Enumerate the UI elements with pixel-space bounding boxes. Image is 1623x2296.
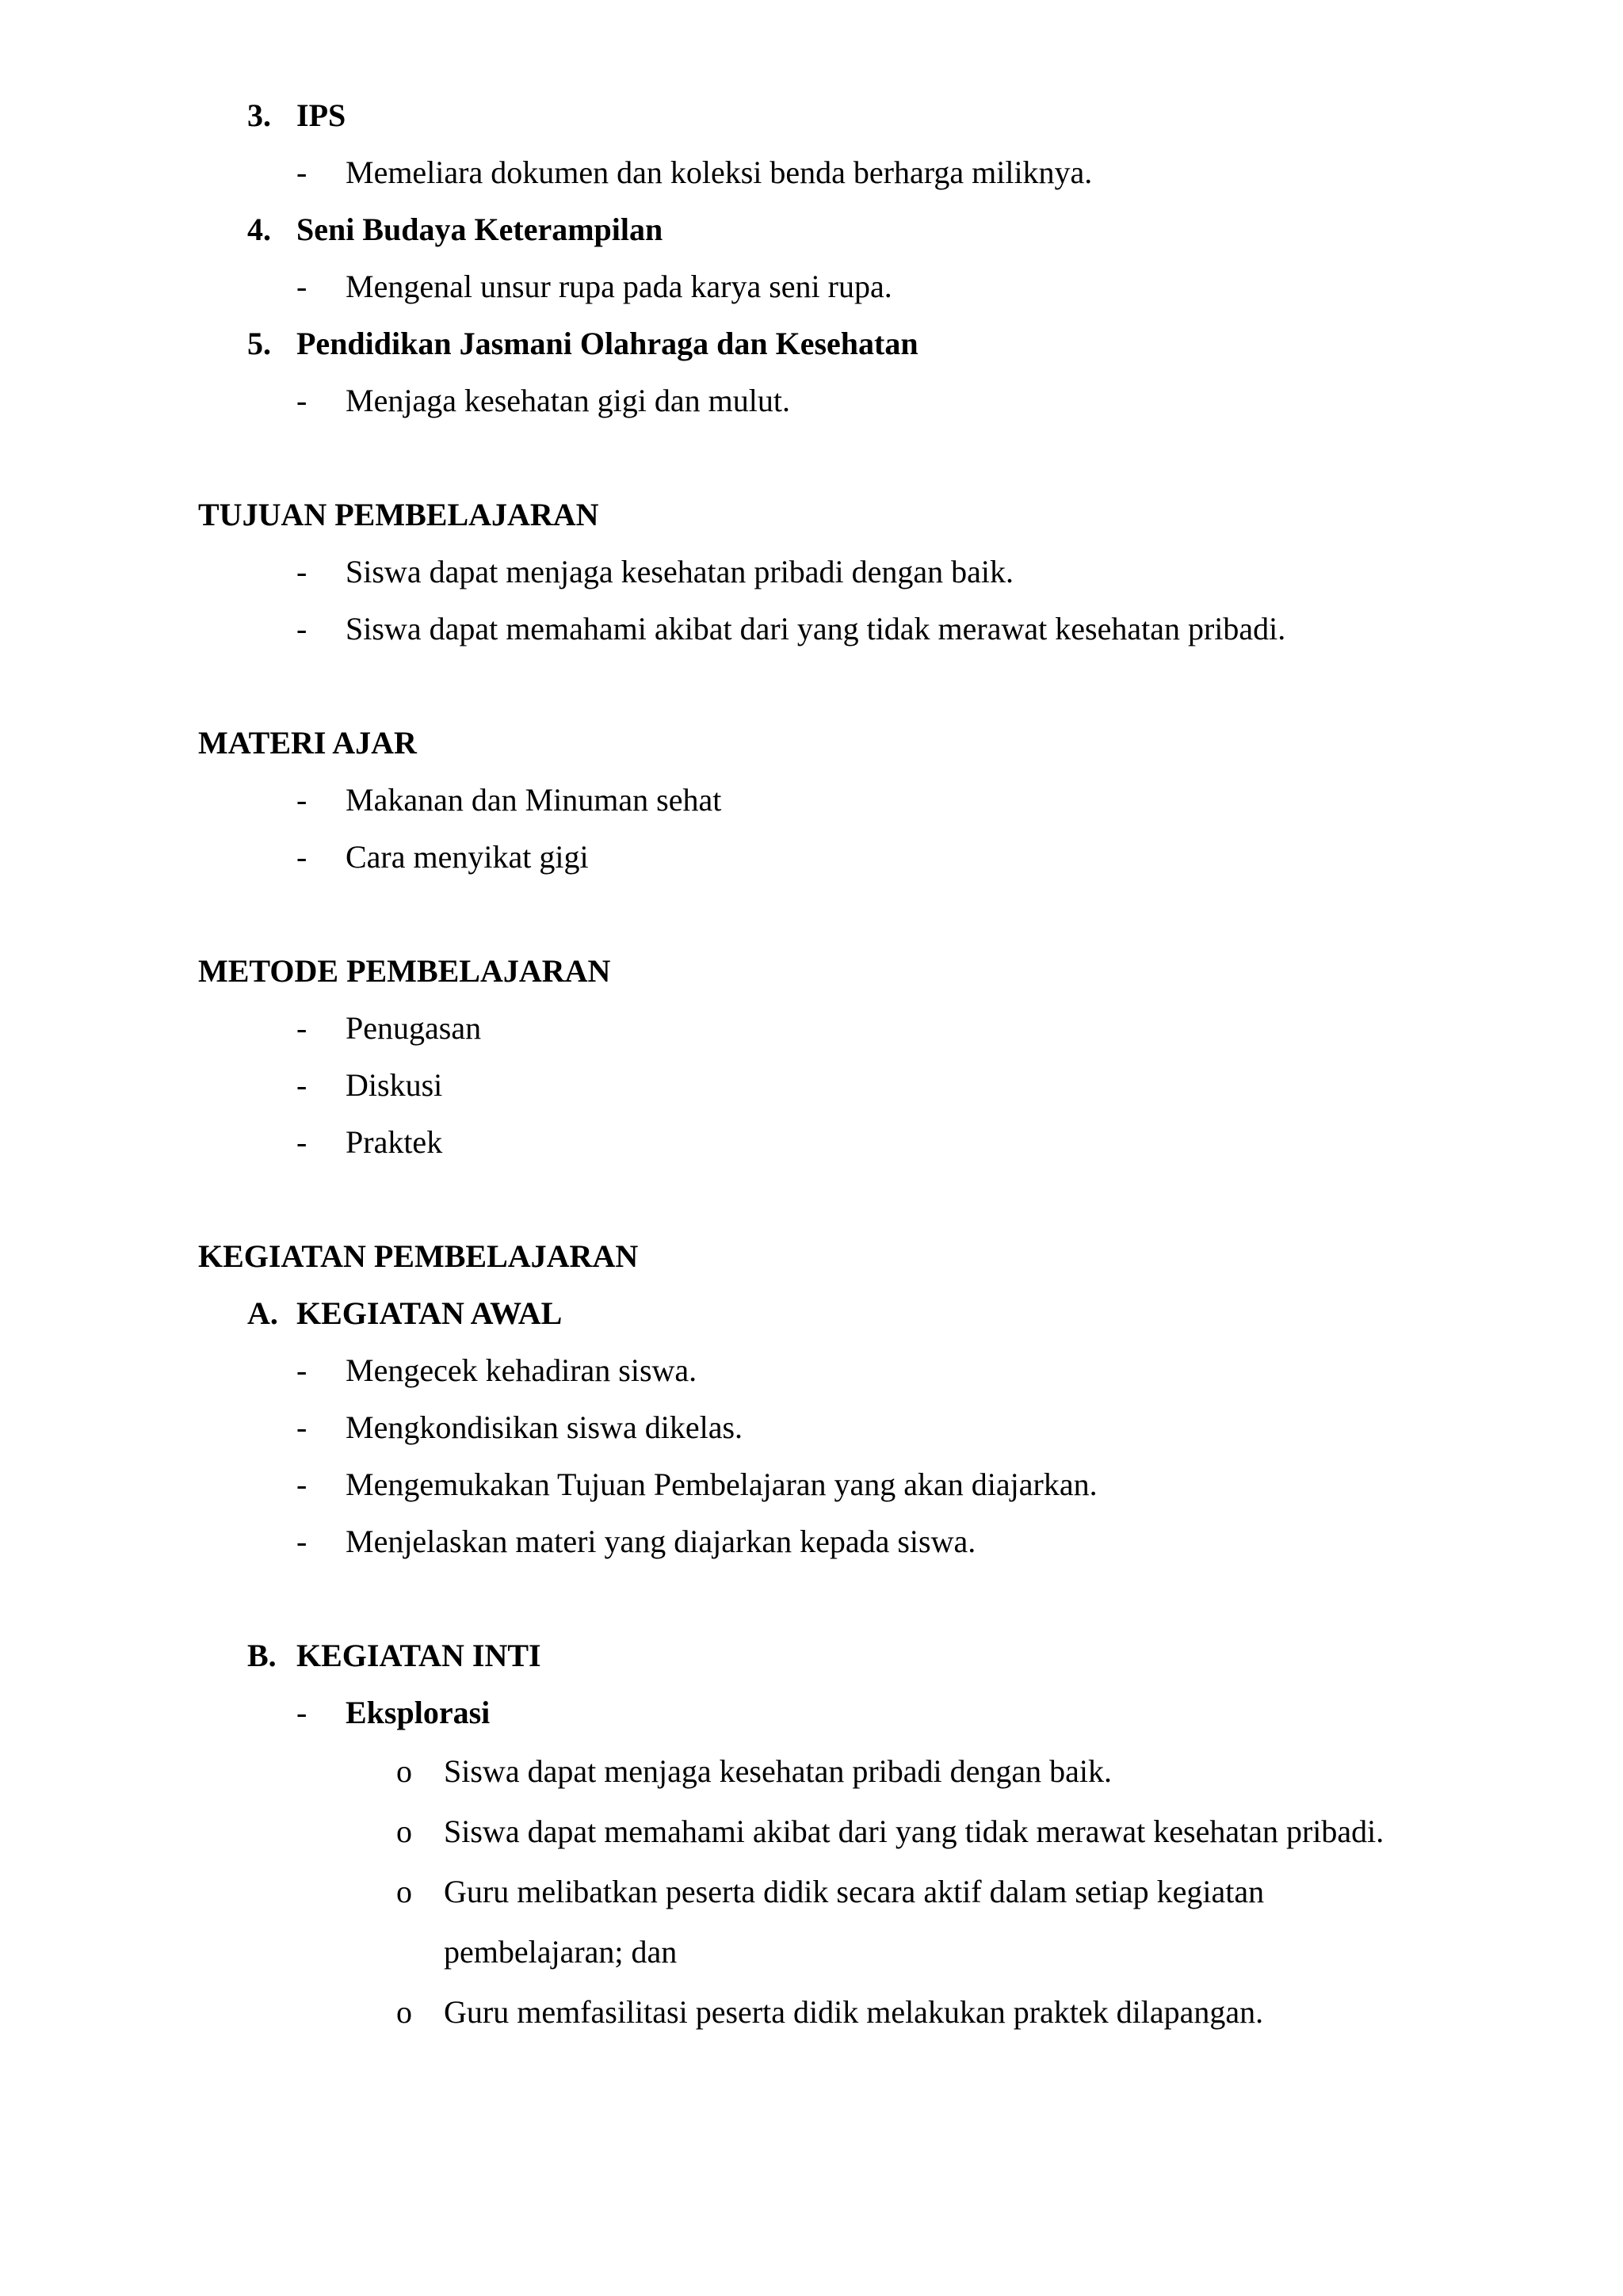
dash-marker: - xyxy=(296,1124,307,1160)
list-item-text: Penugasan xyxy=(346,1010,482,1046)
list-item-text: Makanan dan Minuman sehat xyxy=(346,782,722,818)
list-item-text: Siswa dapat memahami akibat dari yang tidak merawat kesehatan pribadi. xyxy=(444,1814,1384,1849)
section-heading-materi: MATERI AJAR xyxy=(198,725,417,761)
list-item-text: Memeliara dokumen dan koleksi benda berharga miliknya. xyxy=(346,154,1093,190)
section-heading-tujuan: TUJUAN PEMBELAJARAN xyxy=(198,497,599,532)
subject-number: 5. xyxy=(247,326,271,361)
dash-marker: - xyxy=(296,1524,307,1559)
circle-bullet: o xyxy=(396,1994,412,2030)
list-item-text: Siswa dapat menjaga kesehatan pribadi dengan baik. xyxy=(346,554,1014,589)
sub-heading-text: Eksplorasi xyxy=(346,1695,491,1730)
list-item-text: Mengkondisikan siswa dikelas. xyxy=(346,1409,743,1445)
subject-title: Pendidikan Jasmani Olahraga dan Kesehatan xyxy=(296,326,918,361)
dash-marker: - xyxy=(296,1010,307,1046)
dash-marker: - xyxy=(296,611,307,646)
subsection-letter: A. xyxy=(247,1295,278,1331)
subsection-title: KEGIATAN AWAL xyxy=(296,1295,563,1331)
subject-number: 4. xyxy=(247,212,271,247)
circle-bullet: o xyxy=(396,1874,412,1909)
list-item-text: Guru melibatkan peserta didik secara aktif dalam setiap kegiatan xyxy=(444,1874,1265,1909)
list-item-text: Diskusi xyxy=(346,1067,443,1103)
dash-marker: - xyxy=(296,383,307,418)
list-item-text: Mengenal unsur rupa pada karya seni rupa. xyxy=(346,269,892,304)
list-item-text: Cara menyikat gigi xyxy=(346,839,589,875)
dash-marker: - xyxy=(296,1695,307,1730)
circle-bullet: o xyxy=(396,1814,412,1849)
list-item-text: Praktek xyxy=(346,1124,443,1160)
subject-number: 3. xyxy=(247,97,271,133)
list-item-text: Mengemukakan Tujuan Pembelajaran yang akan diajarkan. xyxy=(346,1466,1098,1502)
section-heading-kegiatan: KEGIATAN PEMBELAJARAN xyxy=(198,1238,639,1274)
list-item-text: Guru memfasilitasi peserta didik melakukan praktek dilapangan. xyxy=(444,1994,1264,2030)
dash-marker: - xyxy=(296,1067,307,1103)
dash-marker: - xyxy=(296,554,307,589)
section-heading-metode: METODE PEMBELAJARAN xyxy=(198,953,611,989)
dash-marker: - xyxy=(296,839,307,875)
subject-title: IPS xyxy=(296,97,346,133)
dash-marker: - xyxy=(296,1352,307,1388)
dash-marker: - xyxy=(296,782,307,818)
dash-marker: - xyxy=(296,269,307,304)
subject-title: Seni Budaya Keterampilan xyxy=(296,212,663,247)
list-item-text: Siswa dapat menjaga kesehatan pribadi dengan baik. xyxy=(444,1753,1113,1789)
list-item-text: Menjelaskan materi yang diajarkan kepada siswa. xyxy=(346,1524,976,1559)
list-item-text: Siswa dapat memahami akibat dari yang tidak merawat kesehatan pribadi. xyxy=(346,611,1286,646)
circle-bullet: o xyxy=(396,1753,412,1789)
list-item-text: Menjaga kesehatan gigi dan mulut. xyxy=(346,383,790,418)
dash-marker: - xyxy=(296,1466,307,1502)
subsection-letter: B. xyxy=(247,1638,277,1673)
list-item-text: Mengecek kehadiran siswa. xyxy=(346,1352,697,1388)
dash-marker: - xyxy=(296,154,307,190)
dash-marker: - xyxy=(296,1409,307,1445)
subsection-title: KEGIATAN INTI xyxy=(296,1638,541,1673)
list-item-text: pembelajaran; dan xyxy=(444,1934,678,1970)
